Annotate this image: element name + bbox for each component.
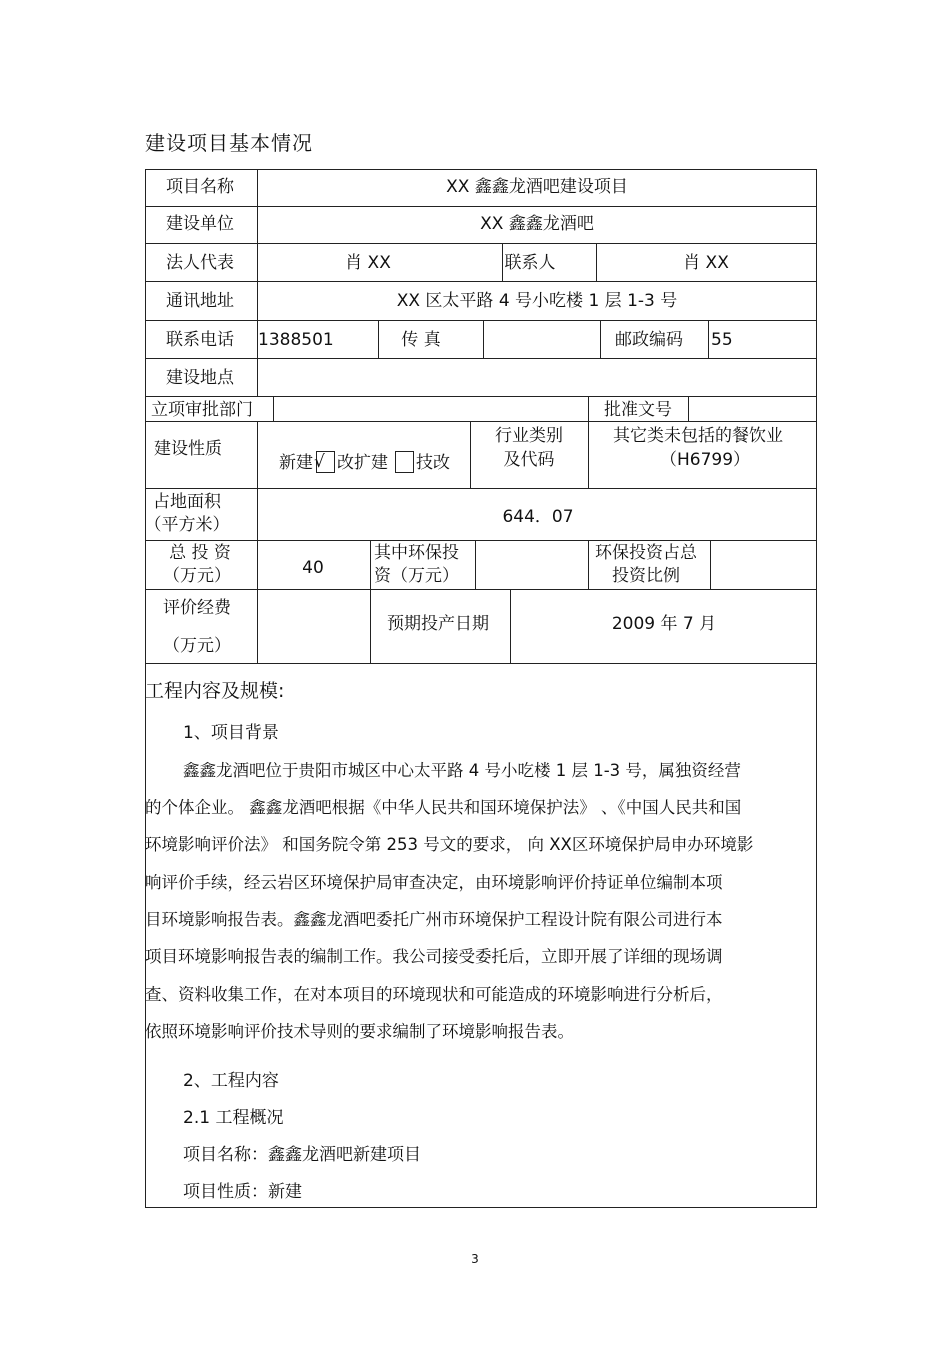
start-date-label: 预期投产日期 (387, 614, 489, 634)
eval-fee-label-line1: 评价经费 (163, 598, 231, 618)
postcode-value: 55 (711, 330, 733, 350)
table-row-divider (145, 281, 817, 282)
table-row-divider (145, 396, 817, 397)
nature-tech-label: 技改 (416, 453, 450, 473)
table-col-divider (588, 396, 589, 421)
start-date-value: 2009 年 7 月 (611, 614, 717, 634)
fax-label: 传 真 (401, 330, 441, 350)
nature-new-label: 新建 (279, 453, 313, 473)
paragraph-line: 环境影响评价法》 和国务院令第 253 号文的要求， 向 XX区环境保护局申办环境影 (145, 835, 754, 854)
invest-label-line1: 总 投 资 (169, 543, 231, 563)
industry-label-line2: 及代码 (503, 450, 555, 470)
legal-rep-value: 肖 XX (345, 253, 391, 273)
invest-label-line2: （万元） (163, 566, 231, 586)
table-col-divider (510, 589, 511, 663)
phone-value: 1388501 (258, 330, 334, 350)
site-label: 建设地点 (166, 368, 234, 388)
project-name-label: 项目名称 (166, 177, 234, 197)
table-col-divider (688, 396, 689, 421)
contact-value: 肖 XX (683, 253, 729, 273)
table-col-divider (470, 421, 471, 488)
area-label-line1: 占地面积 (153, 492, 221, 512)
page-title: 建设项目基本情况 (145, 131, 313, 155)
nature-label: 建设性质 (154, 439, 222, 459)
nature-expand-label: 改扩建 (337, 453, 388, 473)
builder-value: XX 鑫鑫龙酒吧 (480, 214, 594, 234)
builder-label: 建设单位 (166, 214, 234, 234)
table-col-divider (710, 540, 711, 589)
area-value: 644．07 (502, 507, 574, 527)
table-col-divider (273, 396, 274, 421)
industry-value-line2: （H6799） (659, 450, 751, 470)
project-nature-line: 项目性质：新建 (183, 1182, 302, 1202)
paragraph-line: 响评价手续，经云岩区环境保护局审查决定，由环境影响评价持证单位编制本项 (145, 873, 723, 892)
approval-no-label: 批准文号 (604, 400, 672, 420)
address-value: XX 区太平路 4 号小吃楼 1 层 1-3 号 (396, 291, 678, 311)
table-col-divider (600, 320, 601, 358)
table-col-divider (483, 320, 484, 358)
table-col-divider (475, 540, 476, 589)
contact-label: 联系人 (504, 253, 556, 273)
nature-expand-checkbox[interactable] (395, 451, 414, 473)
paragraph-line: 鑫鑫龙酒吧位于贵阳市城区中心太平路 4 号小吃楼 1 层 1-3 号，属独资经营 (183, 761, 741, 780)
phone-label: 联系电话 (166, 330, 234, 350)
table-row-divider (145, 540, 817, 541)
table-row-divider (145, 589, 817, 590)
eval-fee-label-line2: （万元） (163, 636, 231, 656)
paragraph-line: 依照环境影响评价技术导则的要求编制了环境影响报告表。 (145, 1022, 574, 1041)
paragraph-line: 目环境影响报告表。鑫鑫龙酒吧委托广州市环境保护工程设计院有限公司进行本 (145, 910, 723, 929)
table-row-divider (145, 243, 817, 244)
subsection-heading: 2.1 工程概况 (183, 1108, 284, 1128)
table-row-divider (145, 320, 817, 321)
project-name-value: XX 鑫鑫龙酒吧建设项目 (446, 177, 628, 197)
env-invest-label-line1: 其中环保投 (374, 543, 459, 563)
table-row-divider (145, 663, 817, 664)
table-col-divider (596, 243, 597, 281)
table-row-divider (145, 358, 817, 359)
check-mark-icon: √ (314, 452, 325, 472)
postcode-label: 邮政编码 (615, 330, 683, 350)
industry-label-line1: 行业类别 (495, 426, 563, 446)
section-heading: 1、项目背景 (183, 723, 279, 743)
env-ratio-label-line1: 环保投资占总 (595, 543, 697, 563)
address-label: 通讯地址 (166, 291, 234, 311)
table-col-divider (502, 243, 503, 281)
area-label-line2: （平方米） (144, 515, 230, 535)
approval-dept-label: 立项审批部门 (151, 400, 253, 420)
table-row-divider (145, 488, 817, 489)
paragraph-line: 项目环境影响报告表的编制工作。我公司接受委托后，立即开展了详细的现场调 (145, 947, 723, 966)
content-heading: 工程内容及规模: (145, 680, 285, 702)
table-col-divider (257, 421, 258, 663)
page-number: 3 (471, 1252, 479, 1266)
table-col-divider (370, 540, 371, 663)
paragraph-line: 的个体企业。 鑫鑫龙酒吧根据《中华人民共和国环境保护法》 、《中国人民共和国 (145, 798, 742, 817)
env-ratio-label-line2: 投资比例 (612, 566, 680, 586)
section-heading: 2、工程内容 (183, 1071, 279, 1091)
table-row-divider (145, 206, 817, 207)
table-col-divider (588, 421, 589, 488)
table-col-divider (708, 320, 709, 358)
env-invest-label-line2: 资（万元） (374, 566, 459, 586)
table-col-divider (588, 540, 589, 589)
table-col-divider (378, 320, 379, 358)
paragraph-line: 查、资料收集工作，在对本项目的环境现状和可能造成的环境影响进行分析后， (145, 985, 723, 1004)
legal-rep-label: 法人代表 (166, 253, 234, 273)
invest-value: 40 (302, 558, 324, 578)
industry-value-line1: 其它类未包括的餐饮业 (613, 426, 783, 446)
table-col-divider (257, 169, 258, 396)
project-name-line: 项目名称：鑫鑫龙酒吧新建项目 (183, 1145, 421, 1165)
